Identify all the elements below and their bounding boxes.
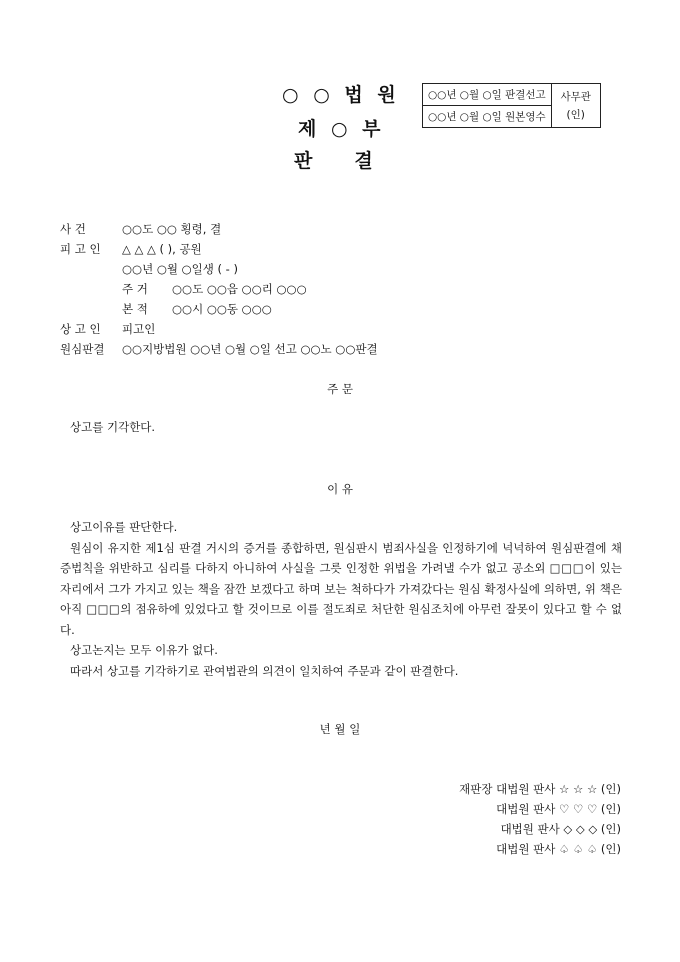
case-value: ○○도 ○○ 횡령, 결 [122,222,222,236]
birth-value: ○○년 ○월 ○일생 ( - ) [122,262,238,276]
title-char-2: 결 [354,150,373,172]
pronouncement-date-cell: ○○년 ○월 ○일 판결선고 [423,84,552,106]
appellant-label: 상 고 인 [60,322,101,336]
signature-justice-2: 대법원 판사 ♡ ♡ ♡ (인) [496,802,621,816]
court-name: ○ ○ 법 원 [282,84,400,106]
reasons-heading: 이 유 [327,482,353,496]
signature-presiding-justice: 재판장 대법원 판사 ☆ ☆ ☆ (인) [459,782,621,796]
reasons-paragraph-4: 따라서 상고를 기각하기로 관여법관의 의견이 일치하여 주문과 같이 판결한다. [70,663,459,678]
clerk-title: 사무관 [560,90,591,103]
order-text: 상고를 기각한다. [70,420,156,434]
clerk-seal-cell [551,84,600,128]
original-judgment-label: 원심판결 [60,342,105,356]
judgment-date: 년 월 일 [319,722,361,736]
origin-value: ○○시 ○○동 ○○○ [172,302,272,316]
reasons-body [60,517,622,681]
order-heading: 주 문 [327,382,353,396]
address-label: 주 거 [122,282,148,296]
signature-justice-4: 대법원 판사 ♤ ♤ ♤ (인) [496,842,621,856]
original-received-cell: ○○년 ○월 ○일 원본영수 [423,106,552,128]
reasons-paragraph-2: 원심이 유지한 제1심 판결 거시의 증거를 종합하면, 원심판시 범죄사실을 인정하기에 넉넉하여 원심판결에 채증법칙을 위반하고 심리를 다하지 아니하여 사실을 그릇 인정한 위법을 가려낼 수가 없고 공소외 □□□이 있는 자리에서 그가 가지고 있는 책을 잠깐 보겠다고 하며 보는 척하다가 가져갔다는 원심 확정사실에 의하면, 위 책은 아직 □□□의 점유하에 있었다고 할 것이므로 이를 절도죄로 처단한 원심조치에 아무런 잘못이 있다고 할 수 없다. [60,540,622,637]
division-name: 제 ○ 부 [298,118,385,140]
defendant-label: 피 고 인 [60,242,101,256]
origin-label: 본 적 [122,302,148,316]
title-char-1: 판 [294,150,313,172]
clerk-seal: (인) [566,108,585,121]
pronouncement-stamp-box [422,83,601,128]
address-value: ○○도 ○○읍 ○○리 ○○○ [172,282,307,296]
defendant-value: △ △ △ ( ), 공원 [122,242,202,256]
appellant-value: 피고인 [122,322,156,336]
reasons-paragraph-1: 상고이유를 판단한다. [70,520,178,534]
document-title [294,146,373,173]
case-label: 사 건 [60,222,86,236]
original-judgment-value: ○○지방법원 ○○년 ○월 ○일 선고 ○○노 ○○판결 [122,342,378,356]
signature-justice-3: 대법원 판사 ◇ ◇ ◇ (인) [500,822,621,836]
reasons-paragraph-3: 상고논지는 모두 이유가 없다. [70,643,218,657]
